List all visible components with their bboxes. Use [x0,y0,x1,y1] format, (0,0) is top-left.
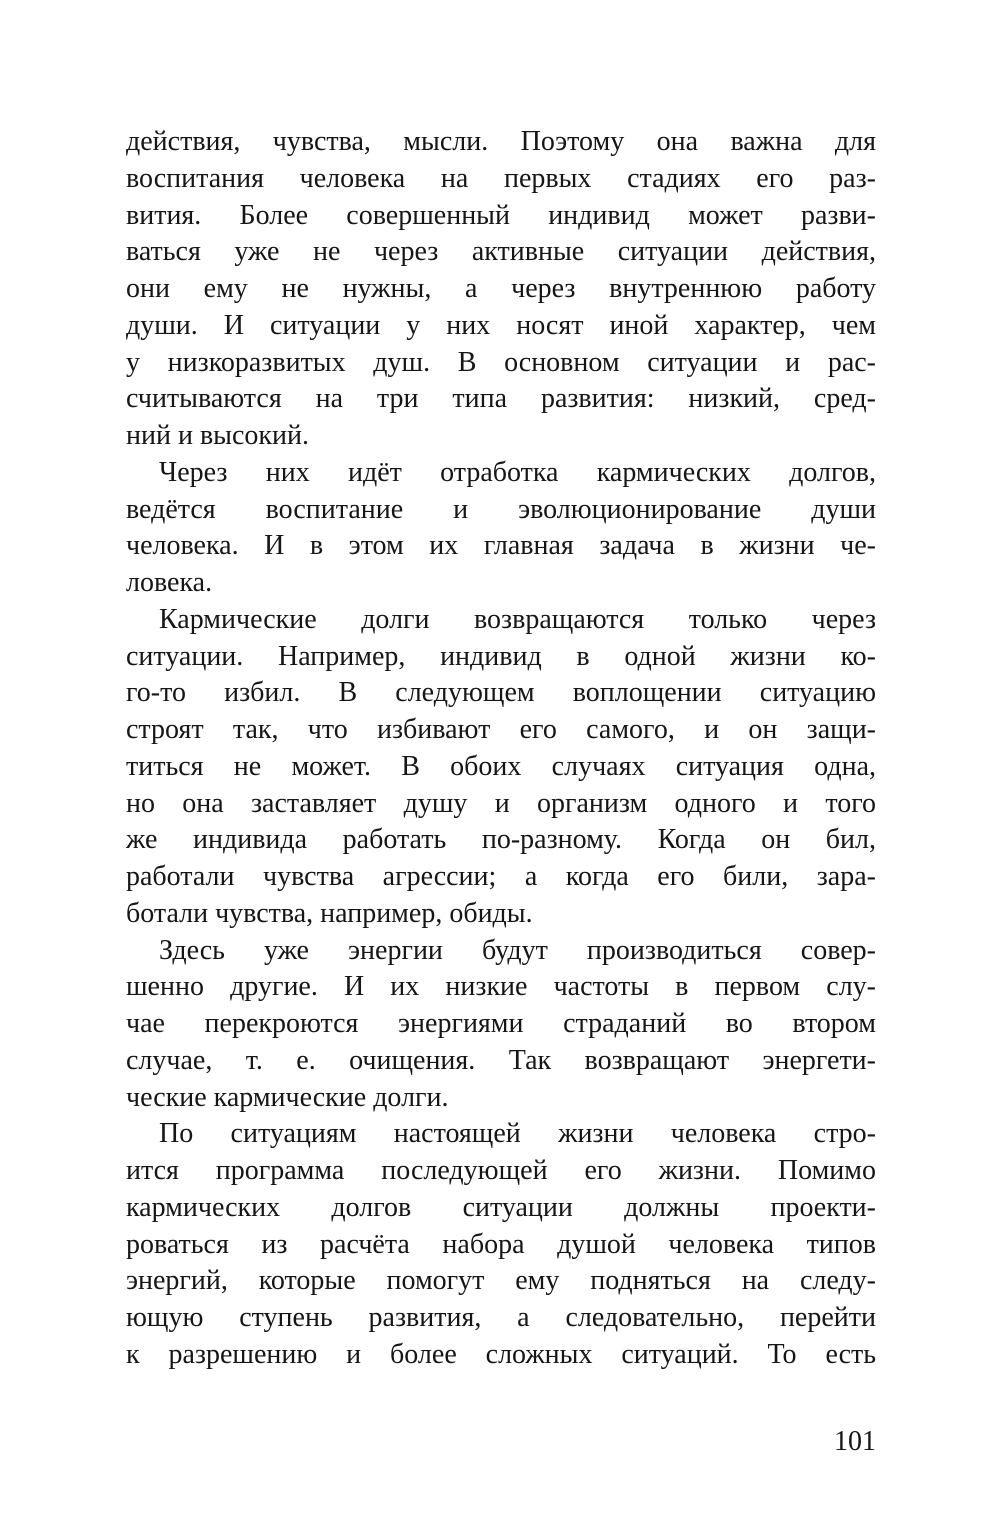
text-line: строят так, что избивают его самого, и он защи- [126,714,876,745]
text-line: Кармические долги возвращаются только через [159,603,876,635]
text-line: случае, т. е. очищения. Так возвращают энергети- [126,1044,876,1076]
text-line: ловека. [126,567,213,598]
text-line: шенно другие. И их низкие частоты в первом слу- [126,971,876,1003]
text-line: же индивида работать по-разному. Когда он бил, [126,824,876,856]
text-line: ческие кармические долги. [126,1081,449,1113]
text-line: считываются на три типа развития: низкий, сред- [126,383,876,415]
text-line: ний и высокий. [126,420,309,451]
text-line: чае перекроются энергиями страданий во втором [126,1008,876,1039]
text-line: Через них идёт отработка кармических долгов, [159,456,876,488]
text-line: к разрешению и более сложных ситуаций. То есть [126,1338,876,1370]
paragraph [126,1116,876,1373]
text-line: но она заставляет душу и организм одного и того [126,787,876,819]
paragraph [126,124,876,455]
text-line: го-то избил. В следующем воплощении ситуацию [126,677,876,709]
text-line: души. И ситуации у них носят иной характер, чем [126,309,876,341]
text-line: ведётся воспитание и эволюционирование души [126,493,876,525]
text-line: работали чувства агрессии; а когда его били, зара- [126,861,876,892]
body-text [126,124,876,1374]
text-line: Здесь уже энергии будут производиться совер- [159,934,876,966]
text-line: человека. И в этом их главная задача в жизни че- [126,530,876,562]
text-line: они ему не нужны, а через внутреннюю работу [126,273,876,304]
text-line: кармических долгов ситуации должны проекти- [126,1191,876,1223]
text-line: воспитания человека на первых стадиях его раз- [126,162,876,194]
text-line: действия, чувства, мысли. Поэтому она важна для [126,126,876,157]
text-line: ситуации. Например, индивид в одной жизни ко- [126,640,876,672]
text-line: вития. Более совершенный индивид может разви- [126,199,876,231]
paragraph [126,933,876,1117]
text-line: энергий, которые помогут ему подняться на следу- [126,1265,876,1297]
text-line: роваться из расчёта набора душой человека типов [126,1228,876,1260]
text-line: титься не может. В обоих случаях ситуация одна, [126,750,876,782]
text-line: ится программа последующей его жизни. Помимо [126,1155,876,1186]
paragraph [126,602,876,933]
text-line: у низкоразвитых душ. В основном ситуации и рас- [126,346,876,378]
text-line: ющую ступень развития, а следовательно, перейти [126,1302,876,1333]
text-line: ботали чувства, например, обиды. [126,897,533,929]
text-line: ваться уже не через активные ситуации действия, [126,236,876,268]
text-line: По ситуациям настоящей жизни человека стро- [159,1118,876,1150]
paragraph [126,455,876,602]
page-number: 101 [834,1426,876,1457]
